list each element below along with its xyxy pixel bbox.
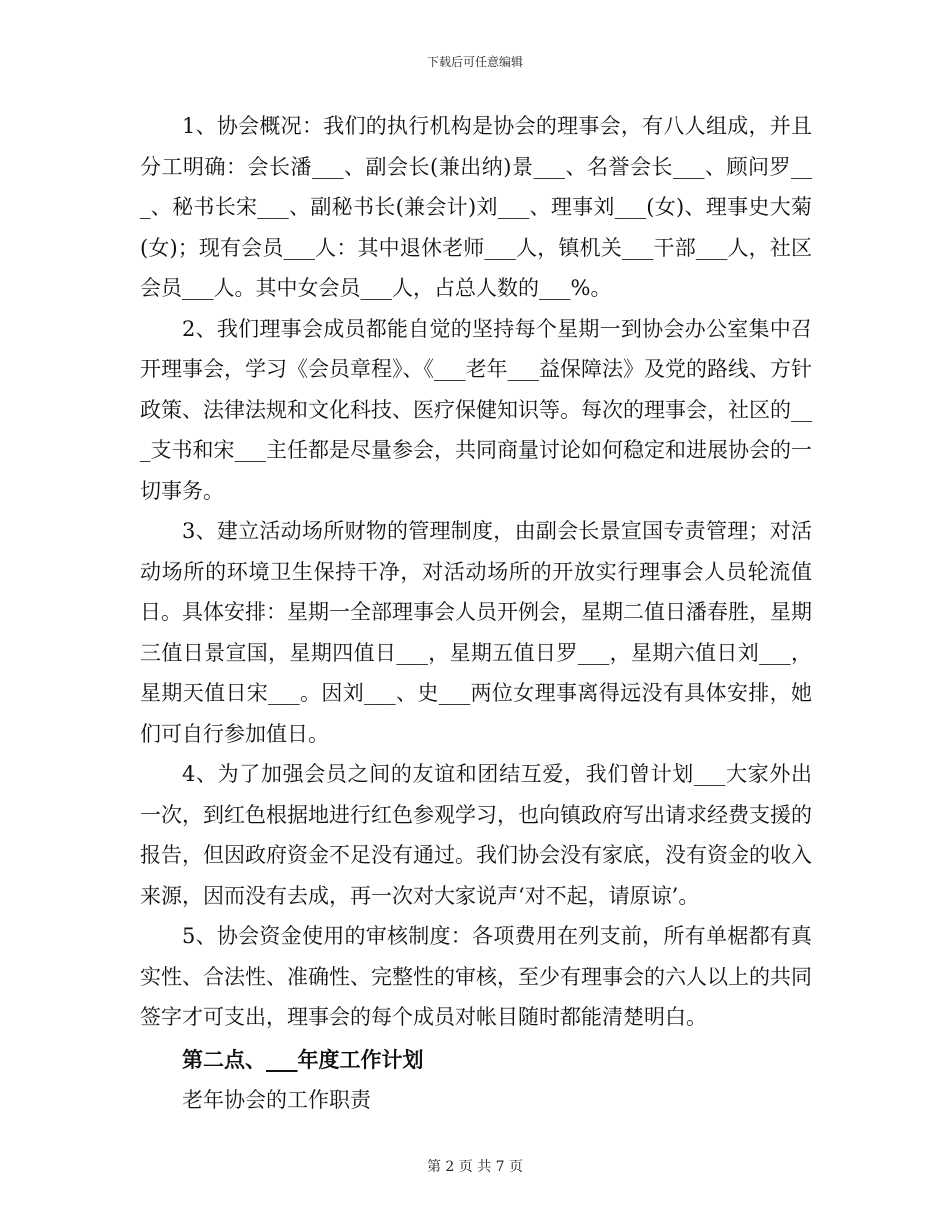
paragraph-2: 2、我们理事会成员都能自觉的坚持每个星期一到协会办公室集中召开理事会，学习《会员章程》、《___老年___益保障法》及党的路线、方针政策、法律法规和文化科技、医疗保健知识等。每次的理事会，社区的___支书和宋___主任都是尽量参会，共同商量讨论如何稳定和进展协会的一切事务。 xyxy=(140,316,812,503)
page-header: 下载后可任意编辑 xyxy=(426,55,523,69)
subheading: 老年协会的工作职责 xyxy=(182,1088,371,1112)
page-number: 第 2 页 共 7 页 xyxy=(426,1159,524,1175)
paragraph-5: 5、协会资金使用的审核制度：各项费用在列支前，所有单椐都有真实性、合法性、准确性、完整性的审核，至少有理事会的六人以上的共同签字才可支出，理事会的每个成员对帐目随时都能清楚明白。 xyxy=(140,924,812,1029)
section-heading: 第二点、___年度工作计划 xyxy=(182,1047,424,1072)
document-body xyxy=(140,106,812,1121)
paragraph-1: 1、协会概况：我们的执行机构是协会的理事会，有八人组成，并且分工明确：会长潘___、副会长(兼出纳)景___、名誉会长___、顾问罗___、秘书长宋___、副秘书长(兼会计)刘___、理事刘___(女)、理事史大菊(女)；现有会员___人：其中退休老师___人，镇机关___干部___人，社区会员___人。其中女会员___人，占总人数的___%。 xyxy=(140,114,812,300)
paragraph-4: 4、为了加强会员之间的友谊和团结互爱，我们曾计划___大家外出一次，到红色根据地进行红色参观学习，也向镇政府写出请求经费支援的报告，但因政府资金不足没有通过。我们协会没有家底，没有资金的收入来源，因而没有去成，再一次对大家说声‘对不起，请原谅’。 xyxy=(140,762,812,908)
paragraph-3: 3、建立活动场所财物的管理制度，由副会长景宣国专责管理；对活动场所的环境卫生保持干净，对活动场所的开放实行理事会人员轮流值日。具体安排：星期一全部理事会人员开例会，星期二值日潘春胜，星期三值日景宣国，星期四值日___，星期五值日罗___，星期六值日刘___，星期天值日宋___。因刘___、史___两位女理事离得远没有具体安排，她们可自行参加值日。 xyxy=(140,519,812,746)
